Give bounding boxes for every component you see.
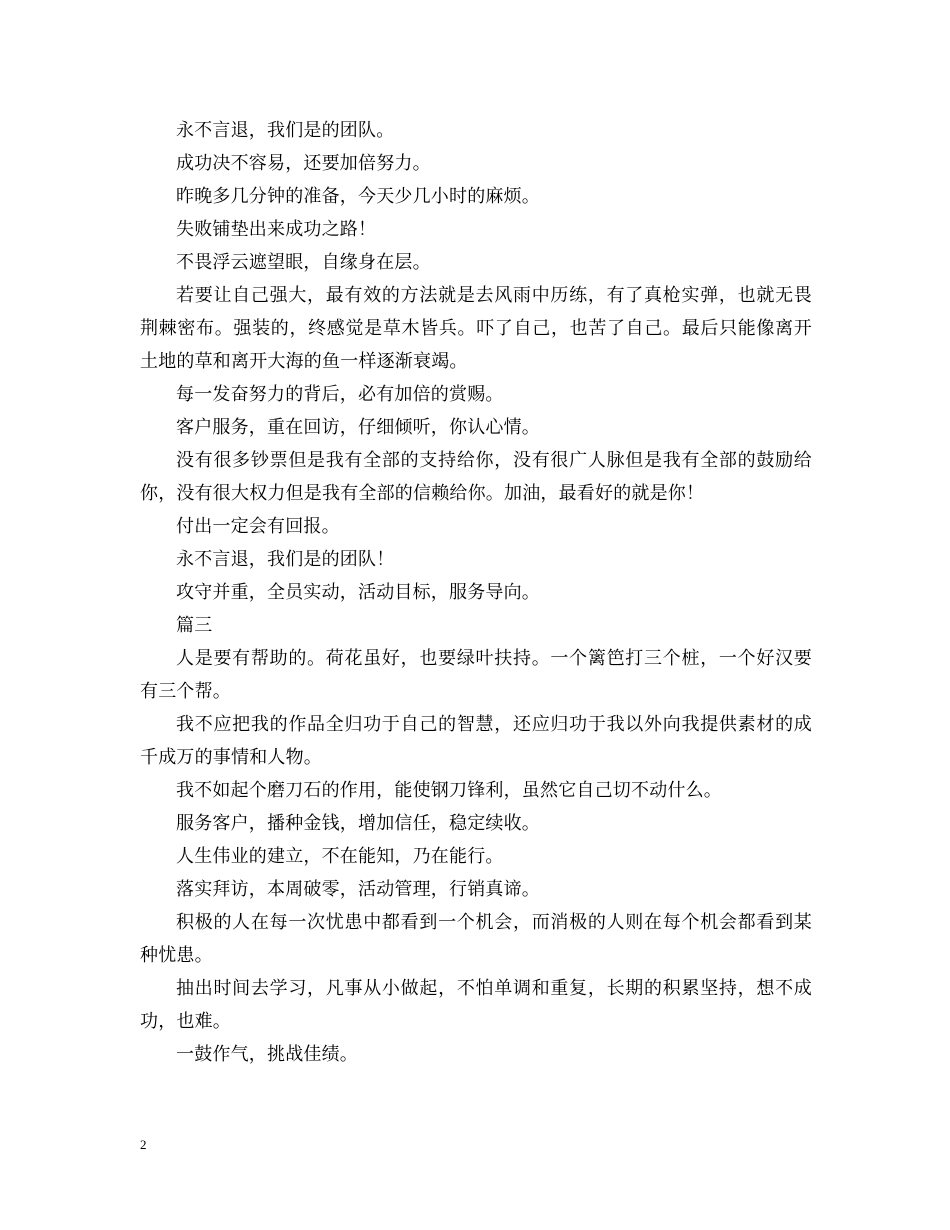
paragraph: 永不言退，我们是的团队！ (176, 549, 395, 570)
paragraph: 成功决不容易，还要加倍努力。 (176, 153, 431, 174)
paragraph: 不畏浮云遮望眼，自缘身在层。 (176, 252, 431, 273)
paragraph: 一鼓作气，挑战佳绩。 (176, 1044, 358, 1065)
paragraph: 付出一定会有回报。 (176, 516, 340, 537)
document-body (140, 114, 812, 1071)
paragraph: 没有很多钞票但是我有全部的支持给你，没有很广人脉但是我有全部的鼓励给你，没有很大权力但是我有全部的信赖给你。加油，最看好的就是你！ (140, 450, 812, 504)
paragraph: 抽出时间去学习，凡事从小做起，不怕单调和重复，长期的积累坚持，想不成功，也难。 (140, 978, 812, 1032)
paragraph: 每一发奋努力的背后，必有加倍的赏赐。 (176, 384, 504, 405)
paragraph: 落实拜访，本周破零，活动管理，行销真谛。 (176, 879, 540, 900)
paragraph: 人是要有帮助的。荷花虽好，也要绿叶扶持。一个篱笆打三个桩，一个好汉要有三个帮。 (140, 648, 812, 702)
paragraph: 人生伟业的建立，不在能知，乃在能行。 (176, 846, 504, 867)
paragraph: 攻守并重，全员实动，活动目标，服务导向。 (176, 582, 540, 603)
paragraph: 我不应把我的作品全归功于自己的智慧，还应归功于我以外向我提供素材的成千成万的事情和人物。 (140, 714, 812, 768)
paragraph: 我不如起个磨刀石的作用，能使钢刀锋利，虽然它自己切不动什么。 (176, 780, 722, 801)
page-number: 2 (140, 1137, 147, 1152)
paragraph: 积极的人在每一次忧患中都看到一个机会，而消极的人则在每个机会都看到某种忧患。 (140, 912, 812, 966)
section-heading: 篇三 (176, 615, 213, 636)
paragraph: 客户服务，重在回访，仔细倾听，你认心情。 (176, 417, 540, 438)
paragraph: 昨晚多几分钟的准备，今天少几小时的麻烦。 (176, 186, 540, 207)
paragraph: 服务客户，播种金钱，增加信任，稳定续收。 (176, 813, 540, 834)
paragraph: 失败铺垫出来成功之路！ (176, 219, 377, 240)
paragraph: 若要让自己强大，最有效的方法就是去风雨中历练，有了真枪实弹，也就无畏荆棘密布。强装的，终感觉是草木皆兵。吓了自己，也苦了自己。最后只能像离开土地的草和离开大海的鱼一样逐渐衰竭。 (140, 285, 812, 372)
paragraph: 永不言退，我们是的团队。 (176, 120, 395, 141)
